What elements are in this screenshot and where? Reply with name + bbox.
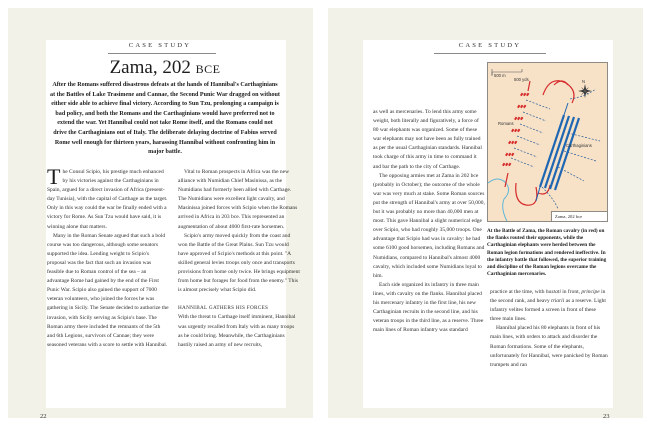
text-run: practice at the time, with [490, 289, 546, 295]
paragraph: With the threat to Carthage itself imminent, Hannibal was urgently recalled from Italy with as many troops as he could bring. Meanwhile, the Carthaginians hastily raised an army of new recruits, [178, 314, 296, 348]
left-column-1 [47, 164, 169, 350]
left-kicker-rule [108, 53, 216, 54]
paragraph: Hannibal placed his 80 elephants in front of his main lines, with orders to attack and disorder the Roman formations. Some of the elephants, unfortunately for Hannibal, were panicked by Roman trumpets and ran [490, 325, 608, 368]
map-caption-box: Zama, 202 bce [551, 211, 607, 221]
scale-label-yards: 500 yds [514, 77, 529, 82]
carthaginian-formations [540, 115, 579, 190]
page-number-right: 23 [603, 413, 610, 420]
right-column-2 [490, 288, 608, 370]
title-era: bce [195, 58, 221, 77]
text-run: as a reserve. Light infantry velites formed a screen in front of these three main lines. [490, 298, 606, 323]
intro-paragraph: After the Romans suffered disastrous defeats at the hands of Hannibal's Carthaginians at the Battles of Lake Trasimene and Cannae, the Second Punic War dragged on without either side able to achieve final victory. According to Sun Tzu, prolonging a campaign is bad policy, and both the Romans and the Carthaginians would have preferred not to extend the war. Yet Hannibal could not take Rome itself, and the Romans could not drive the Carthaginians out of Italy. The deliberate delaying doctrine of Fabius served Rome well enough for thirteen years, harassing Hannibal without confronting him in major battle. [50, 82, 280, 156]
roman-formations [502, 93, 529, 167]
text-run: in front, [560, 289, 582, 295]
term-triarii: triarii [551, 298, 565, 305]
page-title [60, 57, 270, 79]
right-kicker: CASE STUDY [458, 42, 522, 49]
left-column-2 [178, 168, 300, 350]
compass-rose-icon [578, 84, 592, 98]
page-number-left: 22 [40, 413, 47, 420]
scale-label-metres: 500 m [494, 73, 506, 78]
paragraph: Each side organized its infantry in three main lines, with cavalry on the flanks. Hannibal placed his mercenary infantry in the first line, his new Carthaginian recruits in the second line, and his veteran troops in the third line, as a reserve. Three main lines of Roman infantry was standard [373, 281, 484, 334]
term-principe: principe [581, 289, 600, 295]
paragraph: as well as mercenaries. To lend this army some weight, both literally and figuratively, a force of 80 war elephants was organized. Some of these war elephants may not have been as fully trained as per the usual Carthaginian standards. Hannibal took charge of this army in time to command it and bar the path to the city of Carthage. [373, 109, 482, 170]
map-figure-caption: At the Battle of Zama, the Roman cavalry (in red) on the flanks routed their opponents, while the Carthaginian elephants were herded between the Roman legion formations and rendered ineffective. In the infantry battle that followed, the superior training and discipline of the Roman legions overcame the Carthaginian mercenaries. [487, 228, 607, 278]
paragraph: Scipio's army moved quickly from the coast and won the Battle of the Great Plains. Sun Tzu would have approved of Scipio's methods at this point. "A skilled general levies troops only once and transports provisions from home only twice. He brings equipment from home but forages for food from the enemy." This is almost precisely what Scipio did. [178, 232, 300, 294]
term-hastati: hastati [545, 289, 561, 295]
left-kicker: CASE STUDY [128, 42, 192, 49]
map-label-romans: Romans [498, 121, 514, 126]
right-column-1 [373, 108, 485, 335]
paragraph [490, 288, 608, 324]
paragraph [47, 164, 169, 232]
map-label-carthaginians: Carthaginians [566, 143, 592, 148]
drop-cap: T [47, 164, 61, 189]
battle-map [487, 62, 608, 222]
paragraph: Vital to Roman prospects in Africa was the new alliance with Numidian Chief Masinissa, as the Numidians had formerly been allied with Carthage. The Numidians were excellent light cavalry, and Masinissa joined forces with Scipio when the Romans arrived in Africa in 203 bce. This represented an augmentation of about 4000 first-rate horsemen. [178, 169, 298, 230]
paragraph-text: he Consul Scipio, his prestige much enhanced by his victories against the Carthaginians in Spain, argued for a direct invasion of Africa (present-day Tunisia), with the capital of Carthage as the target. Only in this way could the war be finally ended with a victory for Rome. As Sun Tzu would have said, it is winning alone that matters. [47, 169, 168, 230]
right-kicker-rule [434, 53, 546, 54]
title-main: Zama, 202 [109, 57, 196, 78]
text-run: in the second rank, and heavy [490, 289, 606, 305]
paragraph: Many in the Roman Senate argued that such a bold course was too dangerous, although some senators supported the idea. Lending weight to Scipio's proposal was the fact that such an invasion was feasible due to Roman control of the sea – an advantage Rome had gained by the end of the First Punic War. Scipio also gained the support of 7000 veteran volunteers, who joined the forces he was gathering in Sicily. The Senate decided to authorize the invasion, with Sicily serving as Scipio's base. The Roman army there included the remnants of the 5th and 6th Legions, survivors of Cannae; they were seasoned veterans with a score to settle with Hannibal. [47, 232, 169, 348]
compass-north-label: N [582, 79, 586, 84]
section-subhead: HANNIBAL GATHERS HIS FORCES [178, 305, 269, 312]
paragraph: The opposing armies met at Zama in 202 bce (probably in October); the outcome of the whole war was very much at stake. Some Roman sources put the strength of Hannibal's army at over 50,000, but it was probably no more than 40,000 men at most. This gave Hannibal a slight numerical edge over Scipio, who had roughly 35,000 troops. One advantage that Scipio had was in cavalry: he had some 6100 good horsemen, including Romans and Numidians, compared to Hannibal's almost 4000 cavalry, which included some Numidians loyal to him. [373, 172, 485, 279]
